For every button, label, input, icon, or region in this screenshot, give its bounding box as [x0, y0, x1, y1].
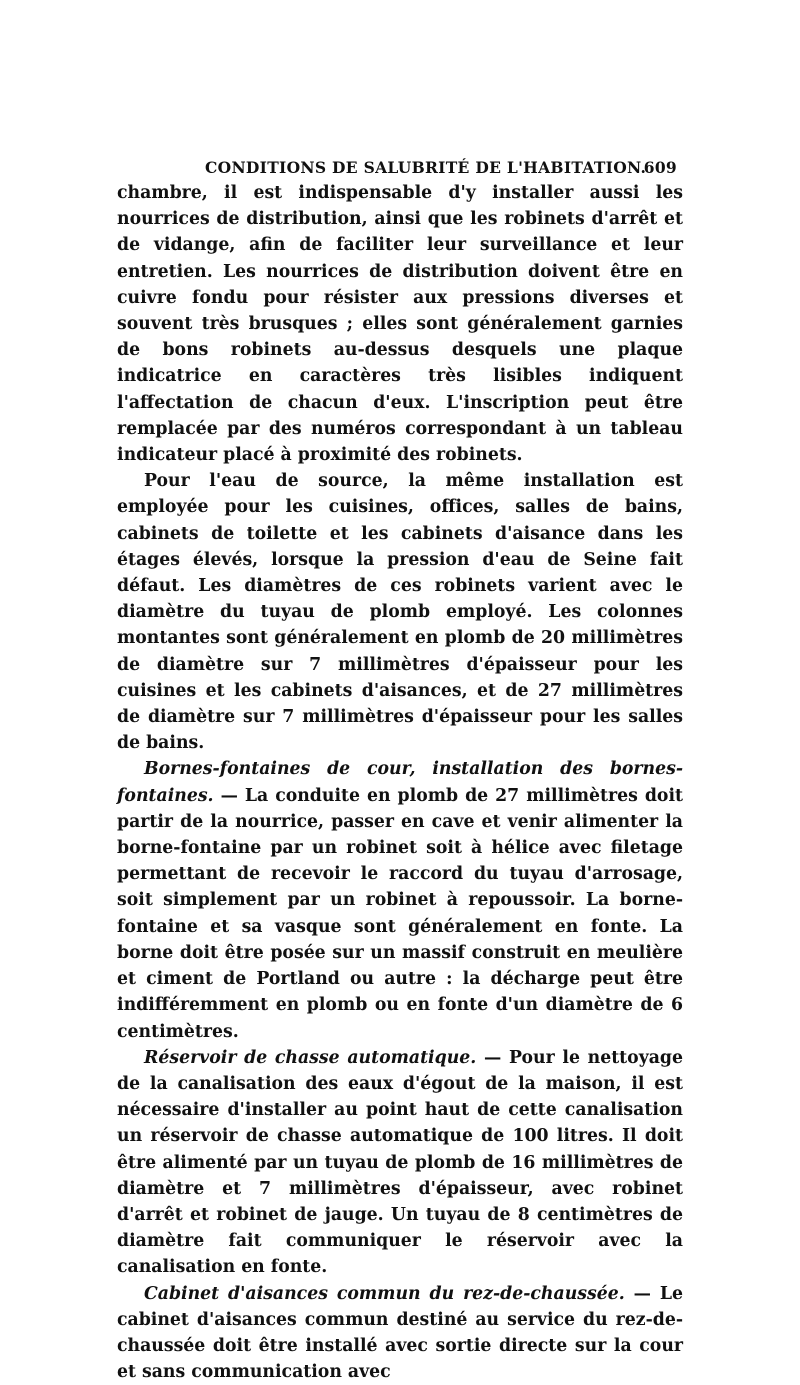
running-head — [117, 152, 683, 180]
paragraph-text: chambre, il est indispensable d'y installer aussi les nourrices de distribution, ainsi que les robinets d'arrêt et de vidange, afin de faciliter leur surveillance et leur entretien. Les nourrices de distribution doivent être en cuivre fondu pour résister aux pressions diverses et souvent très brusques ; elles sont généralement garnies de bons robinets au-dessus desquels une plaque indicatrice en caractères très lisibles indiquent l'affectation de chacun d'eux. L'inscription peut être remplacée par des numéros correspondant à un tableau indicateur placé à proximité des robinets. — [117, 183, 683, 466]
section-heading-bornes-fontaines: Bornes-fontaines de cour, installation des bornes-fontaines. — [117, 759, 683, 806]
paragraph-cabinet — [117, 1281, 683, 1385]
paragraph-continuation — [117, 180, 683, 468]
paragraph-bornes-fontaines — [117, 756, 683, 1044]
book-page — [117, 152, 683, 1385]
paragraph-text: — La conduite en plomb de 27 millimètres doit partir de la nourrice, passer en cave et venir alimenter la borne-fontaine par un robinet soit à hélice avec filetage permettant de recevoir le raccord du tuyau d'arrosage, soit simplement par un robinet à repoussoir. La borne-fontaine et sa vasque sont généralement en fonte. La borne doit être posée sur un massif construit en meulière et ciment de Portland ou autre : la décharge peut être indifféremment en plomb ou en fonte d'un diamètre de 6 centimètres. — [117, 785, 683, 1042]
section-heading-reservoir: Réservoir de chasse automatique. — [144, 1047, 477, 1068]
paragraph-text: — Pour le nettoyage de la canalisation des eaux d'égout de la maison, il est nécessaire d'installer au point haut de cette canalisation un réservoir de chasse automatique de 100 litres. Il doit être alimenté par un tuyau de plomb de 16 millimètres de diamètre et 7 millimètres d'épaisseur, avec robinet d'arrêt et robinet de jauge. Un tuyau de 8 centimètres de diamètre fait communiquer le réservoir avec la canalisation en fonte. — [117, 1047, 684, 1278]
section-heading-cabinet: Cabinet d'aisances commun du rez-de-chaussée. — [144, 1283, 625, 1304]
body-text — [117, 180, 683, 1385]
page-number: 609 — [643, 158, 677, 177]
paragraph-reservoir — [117, 1045, 683, 1281]
running-head-title: CONDITIONS DE SALUBRITÉ DE L'HABITATION. — [205, 158, 647, 177]
paragraph-eau-de-source — [117, 468, 683, 756]
paragraph-text: Pour l'eau de source, la même installation est employée pour les cuisines, offices, salles de bains, cabinets de toilette et les cabinets d'aisance dans les étages élevés, lorsque la pression d'eau de Seine fait défaut. Les diamètres de ces robinets varient avec le diamètre du tuyau de plomb employé. Les colonnes montantes sont généralement en plomb de 20 millimètres de diamètre sur 7 millimètres d'épaisseur pour les cuisines et les cabinets d'aisances, et de 27 millimètres de diamètre sur 7 millimètres d'épaisseur pour les salles de bains. — [117, 471, 683, 754]
paragraph-text: — Le cabinet d'aisances commun destiné au service du rez-de-chaussée doit être installé avec sortie directe sur la cour et sans communication avec — [117, 1283, 683, 1383]
